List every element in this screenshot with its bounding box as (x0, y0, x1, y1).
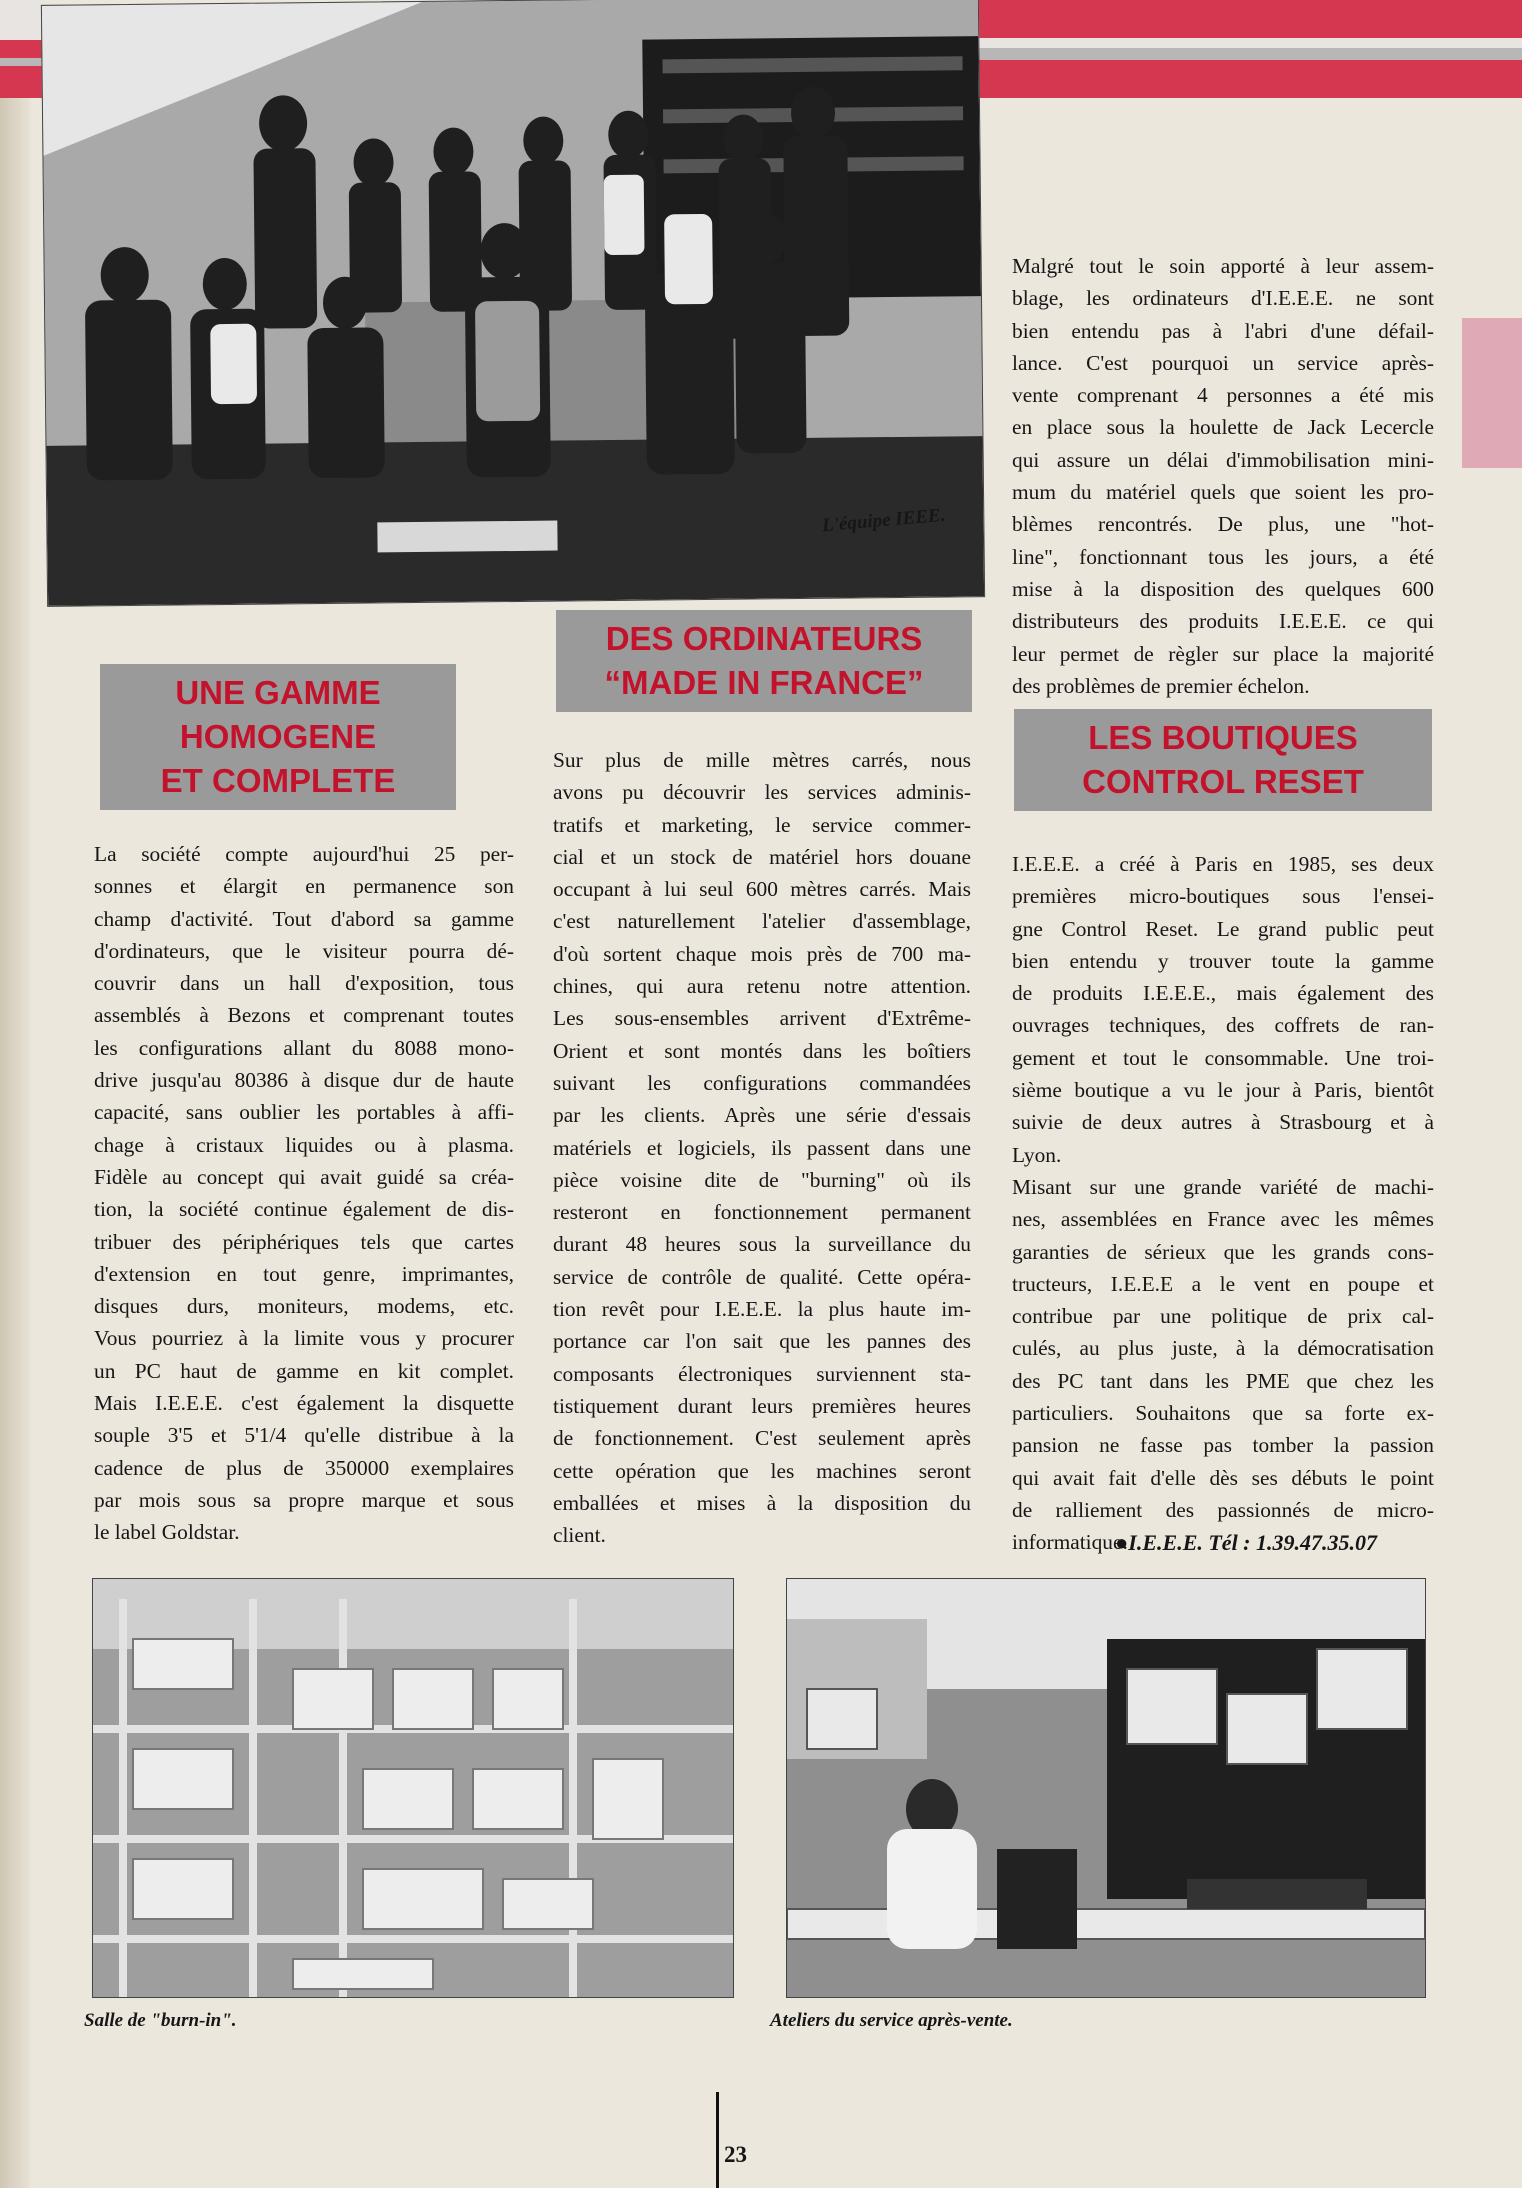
body-line: suivie de deux autres à Strasbourg et à (1012, 1110, 1434, 1135)
body-line: durant 48 heures sous la surveillance du (553, 1232, 971, 1257)
body-line: d'extension en tout genre, imprimantes, (94, 1261, 514, 1286)
body-line: emballées et mises à la disposition du (553, 1490, 971, 1515)
burn-in-photo-caption: Salle de "burn-in". (84, 2010, 237, 2031)
body-line: de fonctionnement. C'est seulement après (553, 1426, 971, 1451)
section3-heading (1014, 709, 1432, 811)
body-line: occupant à lui seul 600 mètres carrés. Mais (553, 877, 971, 902)
body-line: les configurations allant du 8088 mono- (94, 1035, 514, 1060)
body-line: Mais I.E.E.E. c'est également la disquette (94, 1391, 514, 1416)
body-line: client. (553, 1523, 606, 1548)
section1-heading-line: ET COMPLETE (160, 762, 396, 799)
contact-signoff: ●I.E.E.E. Tél : 1.39.47.35.07 (1115, 1530, 1378, 1555)
decorative-stripe-band (920, 0, 1522, 98)
body-line: Les sous-ensembles arrivent d'Extrême- (553, 1006, 971, 1031)
section2-body (553, 744, 971, 1551)
body-line: assemblés à Bezons et comprenant toutes (94, 1003, 514, 1028)
body-line: tribuer des périphériques tels que cartes (94, 1229, 514, 1254)
body-line: de produits I.E.E.E., mais également des (1012, 981, 1434, 1006)
body-line: mum du matériel quels que soient les pro- (1012, 480, 1434, 505)
body-line: line", fonctionnant tous les jours, a été (1012, 544, 1434, 569)
body-line: pansion ne fasse pas tomber la passion (1012, 1433, 1434, 1458)
body-line: sième boutique a vu le jour à Paris, bientôt (1012, 1078, 1434, 1103)
after-sales-photo (786, 1578, 1426, 1998)
body-line: tructeurs, I.E.E.E a le vent en poupe et (1012, 1271, 1434, 1296)
body-line: premières micro-boutiques sous l'ensei- (1012, 884, 1434, 909)
body-line: qui avait fait d'elle dès ses débuts le point (1012, 1465, 1434, 1490)
body-line: blèmes rencontrés. De plus, une "hot- (1012, 512, 1434, 537)
body-line: drive jusqu'au 80386 à disque dur de haute (94, 1068, 514, 1093)
body-line: vente comprenant 4 personnes a été mis (1012, 383, 1434, 408)
burn-in-photo (92, 1578, 734, 1998)
body-line: un PC haut de gamme en kit complet. (94, 1358, 514, 1383)
body-line: capacité, sans oublier les portables à affi- (94, 1100, 514, 1125)
body-line: gement et tout le consommable. Une troi- (1012, 1045, 1434, 1070)
body-line: suivant les configurations commandées (553, 1070, 971, 1095)
section3-body-top (1012, 250, 1434, 702)
team-photo-caption: L'équipe IEEE. (821, 504, 947, 537)
body-line: La société compte aujourd'hui 25 per- (94, 842, 514, 866)
body-line: disques durs, moniteurs, modems, etc. (94, 1294, 514, 1319)
body-line: champ d'activité. Tout d'abord sa gamme (94, 906, 514, 931)
section1-heading-line: HOMOGENE (179, 718, 377, 755)
body-line: matériels et logiciels, ils passent dans une (553, 1135, 971, 1160)
body-line: bien entendu pas à l'abri d'une défail- (1012, 318, 1434, 343)
section1-heading-line: UNE GAMME (175, 674, 381, 711)
body-line: par mois sous sa propre marque et sous (94, 1487, 514, 1512)
body-line: en place sous la houlette de Jack Lecercle (1012, 415, 1434, 440)
folio-rule (716, 2092, 719, 2188)
section1-heading (100, 664, 456, 810)
body-line: I.E.E.E. a créé à Paris en 1985, ses deux (1012, 852, 1434, 876)
body-line: bien entendu y trouver toute la gamme (1012, 948, 1434, 973)
body-line: d'où sortent chaque mois près de 700 ma- (553, 941, 971, 966)
section2-heading-line: DES ORDINATEURS (605, 620, 923, 657)
body-line: mise à la disposition des quelques 600 (1012, 576, 1434, 601)
body-line: ouvrages techniques, des coffrets de ran- (1012, 1013, 1434, 1038)
body-line: Orient et sont montés dans les boîtiers (553, 1038, 971, 1063)
body-line: Malgré tout le soin apporté à leur assem- (1012, 254, 1434, 278)
body-line: lance. C'est pourquoi un service après- (1012, 350, 1434, 375)
decorative-stripe-left (0, 0, 44, 98)
section3-heading-line: CONTROL RESET (1082, 763, 1364, 800)
body-line: gne Control Reset. Le grand public peut (1012, 916, 1434, 941)
page-number: 23 (724, 2142, 747, 2167)
body-line: des PC tant dans les PME que chez les (1012, 1368, 1434, 1393)
body-line: c'est naturellement l'atelier d'assemblage, (553, 909, 971, 934)
body-line: chage à cristaux liquides ou à plasma. (94, 1132, 514, 1157)
body-line: cadence de plus de 350000 exemplaires (94, 1455, 514, 1480)
body-line: sonnes et élargit en permanence son (94, 874, 514, 899)
body-line: nes, assemblées en France avec les mêmes (1012, 1207, 1434, 1232)
body-line: qui assure un délai d'immobilisation mini- (1012, 447, 1434, 472)
body-line: le label Goldstar. (94, 1520, 240, 1545)
section2-heading (556, 610, 972, 712)
body-line: Fidèle au concept qui avait guidé sa créa- (94, 1164, 514, 1189)
body-line: par les clients. Après une série d'essais (553, 1103, 971, 1128)
body-line: cial et un stock de matériel hors douane (553, 844, 971, 869)
after-sales-photo-caption: Ateliers du service après-vente. (770, 2010, 1013, 2031)
body-line: pièce voisine dite de "burning" où ils (553, 1167, 971, 1192)
body-line: Sur plus de mille mètres carrés, nous (553, 748, 971, 772)
body-line: garanties de sérieux que les grands cons- (1012, 1239, 1434, 1264)
section3-body-bottom (1012, 848, 1434, 1559)
body-line: Lyon. (1012, 1142, 1062, 1167)
body-line: tratifs et marketing, le service commer- (553, 812, 971, 837)
section1-body (94, 838, 514, 1549)
body-line: leur permet de règler sur place la majorité (1012, 641, 1434, 666)
body-line: tion revêt pour I.E.E.E. la plus haute im- (553, 1297, 971, 1322)
section2-heading-line: “MADE IN FRANCE” (604, 664, 924, 701)
body-line: chines, qui aura retenu notre attention. (553, 974, 971, 999)
body-line: service de contrôle de qualité. Cette opéra- (553, 1264, 971, 1289)
body-line: cette opération que les machines seront (553, 1458, 971, 1483)
page-binding-shadow (0, 0, 30, 2188)
body-line: culés, au plus juste, à la démocratisation (1012, 1336, 1434, 1361)
section3-heading-line: LES BOUTIQUES (1088, 719, 1358, 756)
body-line: d'ordinateurs, que le visiteur pourra dé- (94, 938, 514, 963)
body-line: couvrir dans un hall d'exposition, tous (94, 971, 514, 996)
body-line: distributeurs des produits I.E.E.E. ce qui (1012, 609, 1434, 634)
body-line: composants électroniques surviennent sta- (553, 1361, 971, 1386)
body-line: blage, les ordinateurs d'I.E.E.E. ne sont (1012, 286, 1434, 311)
decorative-edge-tab (1462, 318, 1522, 468)
body-line: des problèmes de premier échelon. (1012, 673, 1310, 698)
body-line: Vous pourriez à la limite vous y procurer (94, 1326, 514, 1351)
body-line: de ralliement des passionnés de micro- (1012, 1497, 1434, 1522)
body-line: Misant sur une grande variété de machi- (1012, 1174, 1434, 1199)
body-line: informatique. (1012, 1530, 1128, 1555)
body-line: portance car l'on sait que les pannes des (553, 1329, 971, 1354)
body-line: avons pu découvrir les services adminis- (553, 780, 971, 805)
body-line: contribue par une politique de prix cal- (1012, 1304, 1434, 1329)
body-line: tistiquement durant leurs premières heures (553, 1393, 971, 1418)
body-line: particuliers. Souhaitons que sa forte ex- (1012, 1401, 1434, 1426)
body-line: resteront en fonctionnement permanent (553, 1200, 971, 1225)
body-line: souple 3'5 et 5'1/4 qu'elle distribue à la (94, 1423, 514, 1448)
body-line: tion, la société continue également de dis- (94, 1197, 514, 1222)
